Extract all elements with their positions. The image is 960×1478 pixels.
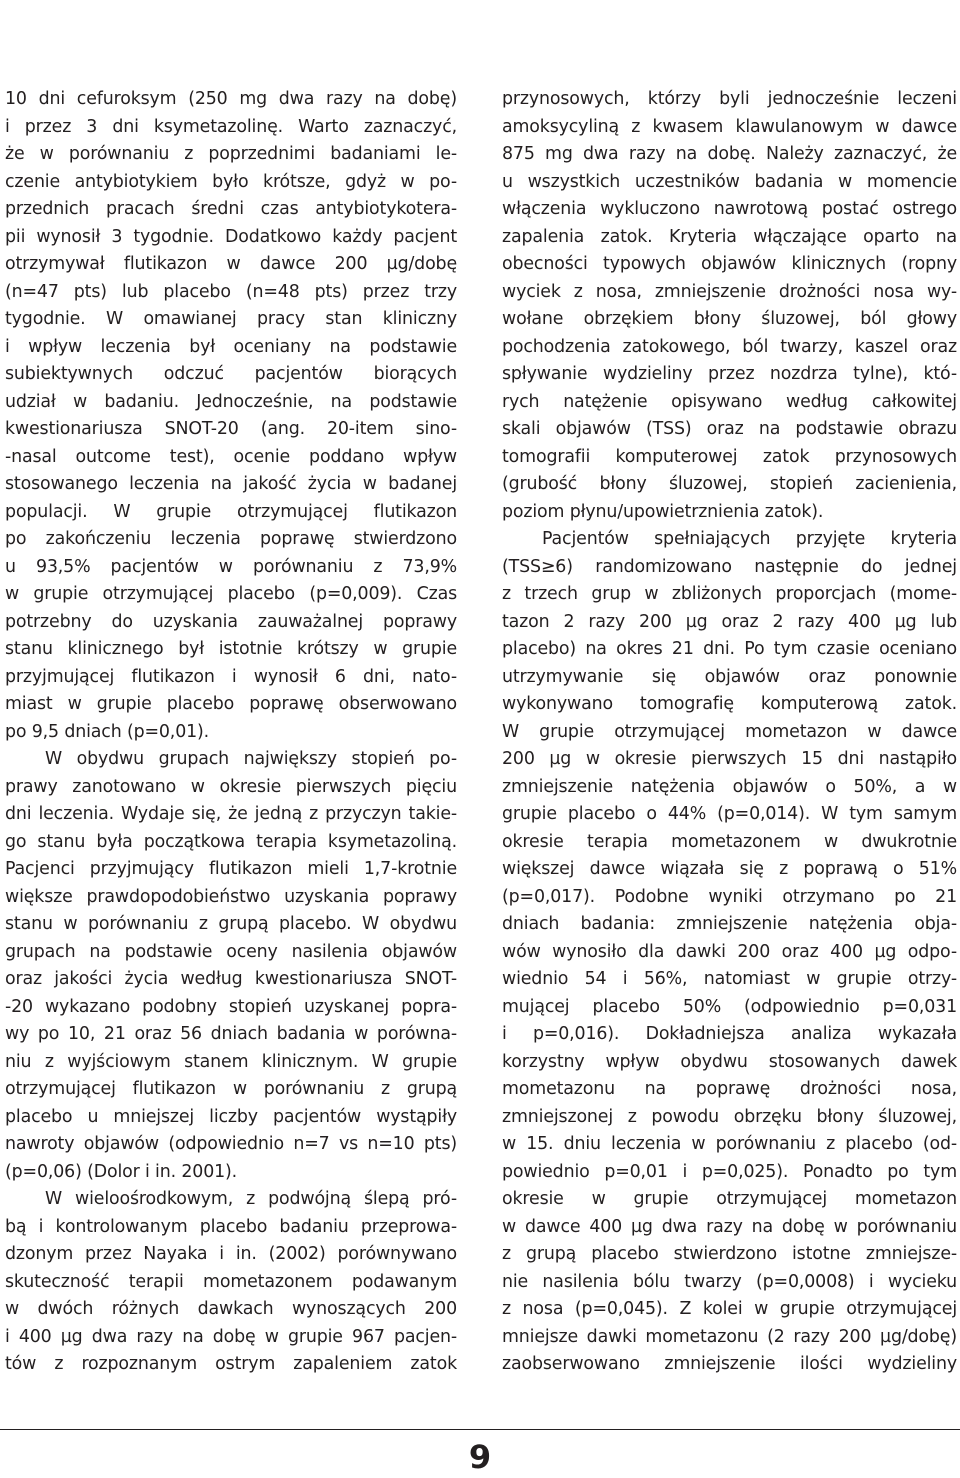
- text-line: powiednio p=0,01 i p=0,025). Ponadto po tym: [502, 1161, 957, 1182]
- text-line: pii wynosił 3 tygodnie. Dodatkowo każdy pacjent: [5, 226, 457, 247]
- text-line: po zakończeniu leczenia poprawę stwierdzono: [5, 529, 457, 549]
- text-line: 200 µg w okresie pierwszych 15 dni nastąpiło: [502, 749, 957, 769]
- text-line: po 9,5 dniach (p=0,01).: [5, 721, 210, 742]
- text-line: kwestionariusza SNOT-20 (ang. 20-item sino-: [5, 419, 457, 439]
- text-line: poziom płynu/upowietrznienia zatok).: [502, 501, 824, 522]
- text-line: u 93,5% pacjentów w porównaniu z 73,9%: [5, 556, 457, 577]
- text-line: przednich pracach średni czas antybiotykotera-: [5, 199, 457, 219]
- text-line: tów z rozpoznanym ostrym zapaleniem zatok: [5, 1354, 457, 1374]
- text-line: dzonym przez Nayaka i in. (2002) porównywano: [5, 1244, 457, 1264]
- text-line: -nasal outcome test), ocenie poddano wpływ: [5, 446, 457, 467]
- text-line: subiektywnych odczuć pacjentów biorących: [5, 364, 457, 384]
- text-line: w grupie otrzymującej placebo (p=0,009). Czas: [5, 584, 457, 604]
- text-line: tomografii komputerowej zatok przynosowych: [502, 446, 957, 467]
- text-line: rych natężenie opisywano według całkowitej: [502, 391, 957, 412]
- text-line: w 15. dniu leczenia w porównaniu z placebo (od-: [502, 1134, 957, 1154]
- text-line: potrzebny do uzyskania zauważalnej poprawy: [5, 611, 457, 632]
- left-text-column: [5, 86, 457, 1379]
- text-line: większe prawdopodobieństwo uzyskania poprawy: [5, 886, 457, 907]
- text-line: W obydwu grupach największy stopień po-: [45, 749, 457, 769]
- text-line: Pacjenci przyjmujący flutikazon mieli 1,7-krotnie: [5, 859, 457, 879]
- text-line: z grupą placebo stwierdzono istotne zmniejsze-: [502, 1244, 957, 1264]
- text-line: korzystny wpływ obydwu stosowanych dawek: [502, 1051, 957, 1072]
- page-number: 9: [468, 1438, 492, 1476]
- text-line: włączenia wykluczono nawrotową postać ostrego: [502, 199, 957, 219]
- text-line: stanu w porównaniu z grupą placebo. W obydwu: [5, 914, 457, 934]
- text-line: skuteczność terapii mometazonem podawanym: [5, 1271, 457, 1292]
- text-line: zaobserwowano zmniejszenie ilości wydzieliny: [502, 1354, 957, 1374]
- text-line: (TSS≥6) randomizowano następnie do jednej: [502, 556, 957, 577]
- text-line: pochodzenia zatokowego, ból twarzy, kaszel oraz: [502, 336, 957, 357]
- text-line: w dawce 400 µg dwa razy na dobę w porównaniu: [502, 1216, 957, 1237]
- text-line: wyciek z nosa, zmniejszenie drożności nosa wy-: [502, 281, 957, 302]
- right-text-column: [502, 86, 957, 1379]
- text-line: udział w badaniu. Jednocześnie, na podstawie: [5, 391, 457, 412]
- text-line: dniach badania: zmniejszenie natężenia obja-: [502, 914, 957, 934]
- text-line: amoksycyliną z kwasem klawulanowym w dawce: [502, 116, 957, 137]
- text-line: z trzech grup w zbliżonych proporcjach (mome-: [502, 584, 957, 604]
- text-line: wiednio 54 i 56%, natomiast w grupie otrzy-: [502, 969, 957, 989]
- text-line: otrzymywał flutikazon w dawce 200 µg/dobę: [5, 254, 457, 274]
- text-line: że w porównaniu z poprzednimi badaniami le-: [5, 144, 457, 164]
- text-line: wołane obrzękiem błony śluzowej, ból głowy: [502, 309, 957, 329]
- text-line: zmniejszenie natężenia objawów o 50%, a w: [502, 776, 957, 797]
- text-line: dni leczenia. Wydaje się, że jedną z przyczyn takie-: [5, 804, 457, 824]
- text-line: (p=0,06) (Dolor i in. 2001).: [5, 1161, 238, 1182]
- text-line: stanu klinicznego był istotnie krótszy w grupie: [5, 639, 457, 659]
- text-line: wów wynosiło dla dawki 200 oraz 400 µg odpo-: [502, 941, 957, 962]
- text-line: w dwóch różnych dawkach wynoszących 200: [5, 1299, 457, 1319]
- text-line: przynosowych, którzy byli jednocześnie leczeni: [502, 89, 957, 109]
- text-line: (n=47 pts) lub placebo (n=48 pts) przez trzy: [5, 281, 457, 302]
- text-line: miast w grupie placebo poprawę obserwowano: [5, 694, 457, 714]
- text-line: czenie antybiotykiem było krótsze, gdyż w po-: [5, 171, 457, 192]
- text-line: 875 mg dwa razy na dobę. Należy zaznaczyć, że: [502, 144, 957, 164]
- text-line: grupach na podstawie oceny nasilenia objawów: [5, 941, 457, 962]
- text-line: grupie placebo o 44% (p=0,014). W tym samym: [502, 804, 957, 824]
- text-line: przyjmującej flutikazon i wynosił 6 dni, nato-: [5, 666, 457, 687]
- text-line: okresie terapia mometazonem w dwukrotnie: [502, 831, 957, 852]
- text-line: Pacjentów spełniających przyjęte kryteria: [542, 529, 957, 549]
- text-line: okresie w grupie otrzymującej mometazon: [502, 1189, 957, 1209]
- text-line: i 400 µg dwa razy na dobę w grupie 967 pacjen-: [5, 1326, 457, 1347]
- text-line: zapalenia zatok. Kryteria włączające oparto na: [502, 226, 957, 247]
- text-line: mniejsze dawki mometazonu (2 razy 200 µg/dobę): [502, 1326, 957, 1347]
- text-line: z nosa (p=0,045). Z kolei w grupie otrzymującej: [502, 1299, 957, 1319]
- text-line: nawroty objawów (odpowiednio n=7 vs n=10 pts): [5, 1134, 457, 1154]
- text-line: placebo) na okres 21 dni. Po tym czasie oceniano: [502, 639, 957, 659]
- text-line: zmniejszonej z powodu obrzęku błony śluzowej,: [502, 1106, 957, 1127]
- text-line: go stanu była początkowa terapia ksymetazoliną.: [5, 831, 457, 852]
- text-line: mometazonu na poprawę drożności nosa,: [502, 1079, 957, 1099]
- text-line: W grupie otrzymującej mometazon w dawce: [502, 721, 957, 742]
- text-line: i wpływ leczenia był oceniany na podstawie: [5, 336, 457, 357]
- text-line: -20 wykazano podobny stopień uzyskanej popra-: [5, 996, 457, 1017]
- text-line: 10 dni cefuroksym (250 mg dwa razy na dobę): [5, 89, 457, 109]
- text-line: mującej placebo 50% (odpowiednio p=0,031: [502, 996, 957, 1017]
- text-line: tazon 2 razy 200 µg oraz 2 razy 400 µg lub: [502, 611, 957, 632]
- text-line: stosowanego leczenia na jakość życia w badanej: [5, 474, 457, 494]
- text-line: i przez 3 dni ksymetazolinę. Warto zaznaczyć,: [5, 116, 457, 137]
- text-line: u wszystkich uczestników badania w momencie: [502, 171, 957, 192]
- text-line: W wieloośrodkowym, z podwójną ślepą pró-: [45, 1189, 457, 1209]
- text-line: spływanie wydzieliny przez nozdrza tylne), któ-: [502, 364, 957, 384]
- text-line: niu z wyjściowym stanem klinicznym. W grupie: [5, 1051, 457, 1072]
- text-line: placebo u mniejszej liczby pacjentów wystąpiły: [5, 1106, 457, 1127]
- footer-rule: [0, 1429, 960, 1430]
- text-line: prawy zanotowano w okresie pierwszych pięciu: [5, 776, 457, 797]
- text-line: skali objawów (TSS) oraz na podstawie obrazu: [502, 419, 957, 439]
- text-line: wy po 10, 21 oraz 56 dniach badania w porówna-: [5, 1024, 457, 1044]
- text-line: utrzymywanie się objawów oraz ponownie: [502, 666, 957, 687]
- text-line: bą i kontrolowanym placebo badaniu przeprowa-: [5, 1216, 457, 1237]
- text-line: wykonywano tomografię komputerową zatok.: [502, 694, 957, 714]
- text-line: (grubość błony śluzowej, stopień zacienienia,: [502, 474, 957, 494]
- text-line: i p=0,016). Dokładniejsza analiza wykazała: [502, 1024, 957, 1044]
- text-line: (p=0,017). Podobne wyniki otrzymano po 21: [502, 886, 957, 907]
- text-line: tygodnie. W omawianej pracy stan kliniczny: [5, 309, 457, 329]
- text-line: nie nasilenia bólu twarzy (p=0,0008) i wycieku: [502, 1271, 957, 1292]
- text-line: większej dawce wiązała się z poprawą o 51%: [502, 859, 957, 879]
- text-line: otrzymującej flutikazon w porównaniu z grupą: [5, 1079, 457, 1099]
- text-line: populacji. W grupie otrzymującej flutikazon: [5, 501, 457, 522]
- text-line: obecności typowych objawów klinicznych (ropny: [502, 254, 957, 274]
- text-line: oraz jakości życia według kwestionariusza SNOT-: [5, 969, 457, 989]
